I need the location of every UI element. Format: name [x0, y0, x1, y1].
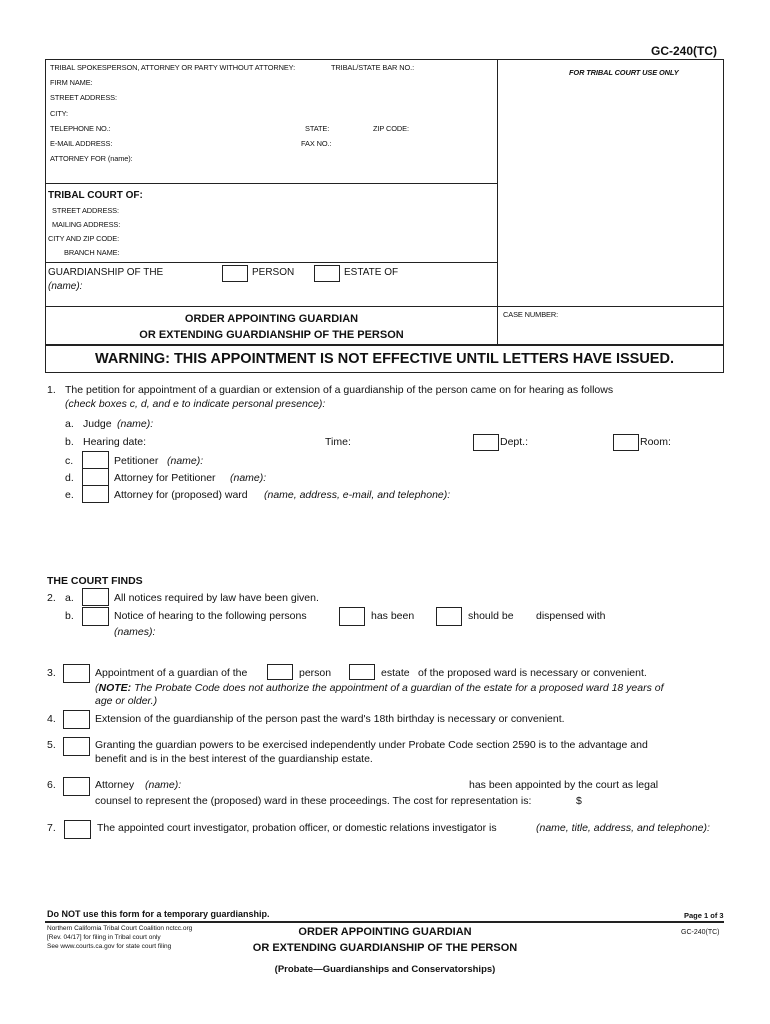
person-checkbox[interactable]	[222, 265, 248, 282]
ward-name-label[interactable]: (name):	[48, 281, 83, 292]
item-number: 1.	[47, 384, 56, 396]
footer-rev: [Rev. 04/17] for filing in Tribal court only	[47, 934, 161, 941]
attorney-ward-label: Attorney for (proposed) ward	[114, 489, 248, 501]
court-finds-heading: THE COURT FINDS	[47, 575, 143, 587]
zip-label[interactable]: ZIP CODE:	[373, 124, 409, 133]
item5-text: Granting the guardian powers to be exercised independently under Probate Code section 2590 is to the advantage and	[95, 739, 648, 751]
warning-text: WARNING: THIS APPOINTMENT IS NOT EFFECTIVE UNTIL LETTERS HAVE ISSUED.	[95, 351, 674, 367]
estate-checkbox[interactable]	[314, 265, 340, 282]
item1-note: (check boxes c, d, and e to indicate personal presence):	[65, 398, 326, 410]
caption-divider	[497, 59, 498, 345]
form-title-line2: OR EXTENDING GUARDIANSHIP OF THE PERSON	[139, 329, 404, 341]
item-number: 5.	[47, 739, 56, 751]
attorney-for-label[interactable]: ATTORNEY FOR (name):	[50, 154, 133, 163]
dispensed-label: dispensed with	[536, 610, 606, 622]
item-letter: e.	[65, 489, 74, 501]
names-hint[interactable]: (names):	[114, 626, 156, 638]
person-label: PERSON	[252, 267, 295, 278]
divider	[45, 306, 724, 307]
item-number: 2.	[47, 592, 56, 604]
item7-text: The appointed court investigator, probation officer, or domestic relations investigator is	[97, 822, 497, 834]
email-label[interactable]: E-MAIL ADDRESS:	[50, 139, 113, 148]
bar-no-label: TRIBAL/STATE BAR NO.:	[331, 63, 415, 72]
footer-warning: Do NOT use this form for a temporary guardianship.	[47, 909, 270, 919]
time-label[interactable]: Time:	[325, 436, 351, 448]
notice-hearing-checkbox[interactable]	[82, 607, 109, 626]
has-been-checkbox[interactable]	[339, 607, 365, 626]
item-number: 6.	[47, 779, 56, 791]
item-letter: c.	[65, 455, 74, 467]
item7-details-hint[interactable]: (name, title, address, and telephone):	[536, 822, 710, 834]
item3-note: (NOTE: The Probate Code does not authorize the appointment of a guardian of the estate for a proposed ward 18 years of	[95, 682, 664, 694]
judge-name-hint[interactable]: (name):	[117, 418, 154, 430]
court-city-zip-label[interactable]: CITY AND ZIP CODE:	[48, 234, 120, 243]
judge-label: Judge	[83, 418, 112, 430]
room-label: Room:	[640, 436, 671, 448]
footer-title-line1: ORDER APPOINTING GUARDIAN	[298, 926, 472, 938]
divider	[45, 262, 498, 263]
attorney-petitioner-name-hint[interactable]: (name):	[230, 472, 267, 484]
item-number: 7.	[47, 822, 56, 834]
divider	[45, 183, 498, 184]
item6-appointed-text: has been appointed by the court as legal	[469, 779, 659, 791]
item-letter: b.	[65, 610, 74, 622]
item-letter: a.	[65, 592, 74, 604]
item-letter: d.	[65, 472, 74, 484]
notices-text: All notices required by law have been given.	[114, 592, 319, 604]
estate-label: ESTATE OF	[344, 267, 399, 278]
telephone-label[interactable]: TELEPHONE NO.:	[50, 124, 111, 133]
room-checkbox[interactable]	[613, 434, 639, 451]
fax-label[interactable]: FAX NO.:	[301, 139, 332, 148]
item3-checkbox[interactable]	[63, 664, 90, 683]
item3-person-checkbox[interactable]	[267, 664, 293, 680]
petitioner-label: Petitioner	[114, 455, 159, 467]
item6-attorney-label: Attorney	[95, 779, 135, 791]
dept-checkbox[interactable]	[473, 434, 499, 451]
footer-rule	[45, 921, 724, 923]
item-letter: a.	[65, 418, 74, 430]
item6-dollar[interactable]: $	[576, 795, 582, 807]
state-label[interactable]: STATE:	[305, 124, 330, 133]
should-be-checkbox[interactable]	[436, 607, 462, 626]
item-letter: b.	[65, 436, 74, 448]
dept-label: Dept.:	[500, 436, 529, 448]
item3-estate-checkbox[interactable]	[349, 664, 375, 680]
item6-checkbox[interactable]	[63, 777, 90, 796]
footer-title-line3: (Probate—Guardianships and Conservatorships)	[274, 964, 496, 975]
item5-text-line2: benefit and is in the best interest of the guardianship estate.	[95, 753, 373, 765]
footer-org: Northern California Tribal Court Coalition nctcc.org	[47, 925, 193, 932]
court-street-label[interactable]: STREET ADDRESS:	[52, 206, 119, 215]
firm-name-label[interactable]: FIRM NAME:	[50, 78, 93, 87]
footer-form-id: GC-240(TC)	[681, 929, 720, 936]
item3-person-label: person	[299, 667, 332, 679]
footer-title-line2: OR EXTENDING GUARDIANSHIP OF THE PERSON	[252, 942, 518, 954]
city-label[interactable]: CITY:	[50, 109, 68, 118]
note-label: NOTE:	[98, 682, 132, 694]
page-number: Page 1 of 3	[684, 911, 724, 920]
item3-estate-label: estate	[381, 667, 410, 679]
note-text: The Probate Code does not authorize the appointment of a guardian of the estate for a proposed ward 18 years of	[134, 682, 664, 694]
has-been-label: has been	[371, 610, 415, 622]
form-id: GC-240(TC)	[651, 44, 718, 58]
petitioner-name-hint[interactable]: (name):	[167, 455, 204, 467]
item-number: 3.	[47, 667, 56, 679]
branch-name-label[interactable]: BRANCH NAME:	[64, 248, 120, 257]
street-address-label[interactable]: STREET ADDRESS:	[50, 93, 117, 102]
caption-box	[45, 59, 724, 345]
item3-text: Appointment of a guardian of the	[95, 667, 248, 679]
court-use-label: FOR TRIBAL COURT USE ONLY	[569, 68, 679, 77]
attorney-ward-details-hint[interactable]: (name, address, e-mail, and telephone):	[264, 489, 451, 501]
case-number-label[interactable]: CASE NUMBER:	[503, 310, 559, 319]
attorney-petitioner-checkbox[interactable]	[82, 468, 109, 486]
item6-name-hint[interactable]: (name):	[145, 779, 182, 791]
form-title-line1: ORDER APPOINTING GUARDIAN	[184, 313, 359, 325]
hearing-date-label[interactable]: Hearing date:	[83, 436, 147, 448]
should-be-label: should be	[468, 610, 514, 622]
item3-note-end: age or older.)	[95, 695, 158, 707]
item-number: 4.	[47, 713, 56, 725]
attorney-ward-checkbox[interactable]	[82, 485, 109, 503]
item1-text: The petition for appointment of a guardian or extension of a guardianship of the person came on for hearing as follows	[65, 384, 614, 396]
guardianship-label: GUARDIANSHIP OF THE	[48, 267, 164, 278]
attorney-label: TRIBAL SPOKESPERSON, ATTORNEY OR PARTY WITHOUT ATTORNEY:	[50, 63, 296, 72]
item6-text-line2: counsel to represent the (proposed) ward in these proceedings. The cost for representation is:	[95, 795, 532, 807]
item3-text-end: of the proposed ward is necessary or convenient.	[418, 667, 647, 679]
item4-text: Extension of the guardianship of the person past the ward's 18th birthday is necessary or convenient.	[95, 713, 565, 725]
footer-state-court: See www.courts.ca.gov for state court filing	[47, 943, 172, 950]
item4-checkbox[interactable]	[63, 710, 90, 729]
item5-checkbox[interactable]	[63, 737, 90, 756]
tribal-court-title: TRIBAL COURT OF:	[48, 190, 143, 201]
notices-checkbox[interactable]	[82, 588, 109, 606]
court-mailing-label[interactable]: MAILING ADDRESS:	[52, 220, 121, 229]
item7-checkbox[interactable]	[64, 820, 91, 839]
attorney-petitioner-label: Attorney for Petitioner	[114, 472, 216, 484]
notice-hearing-text: Notice of hearing to the following persons	[114, 610, 307, 622]
